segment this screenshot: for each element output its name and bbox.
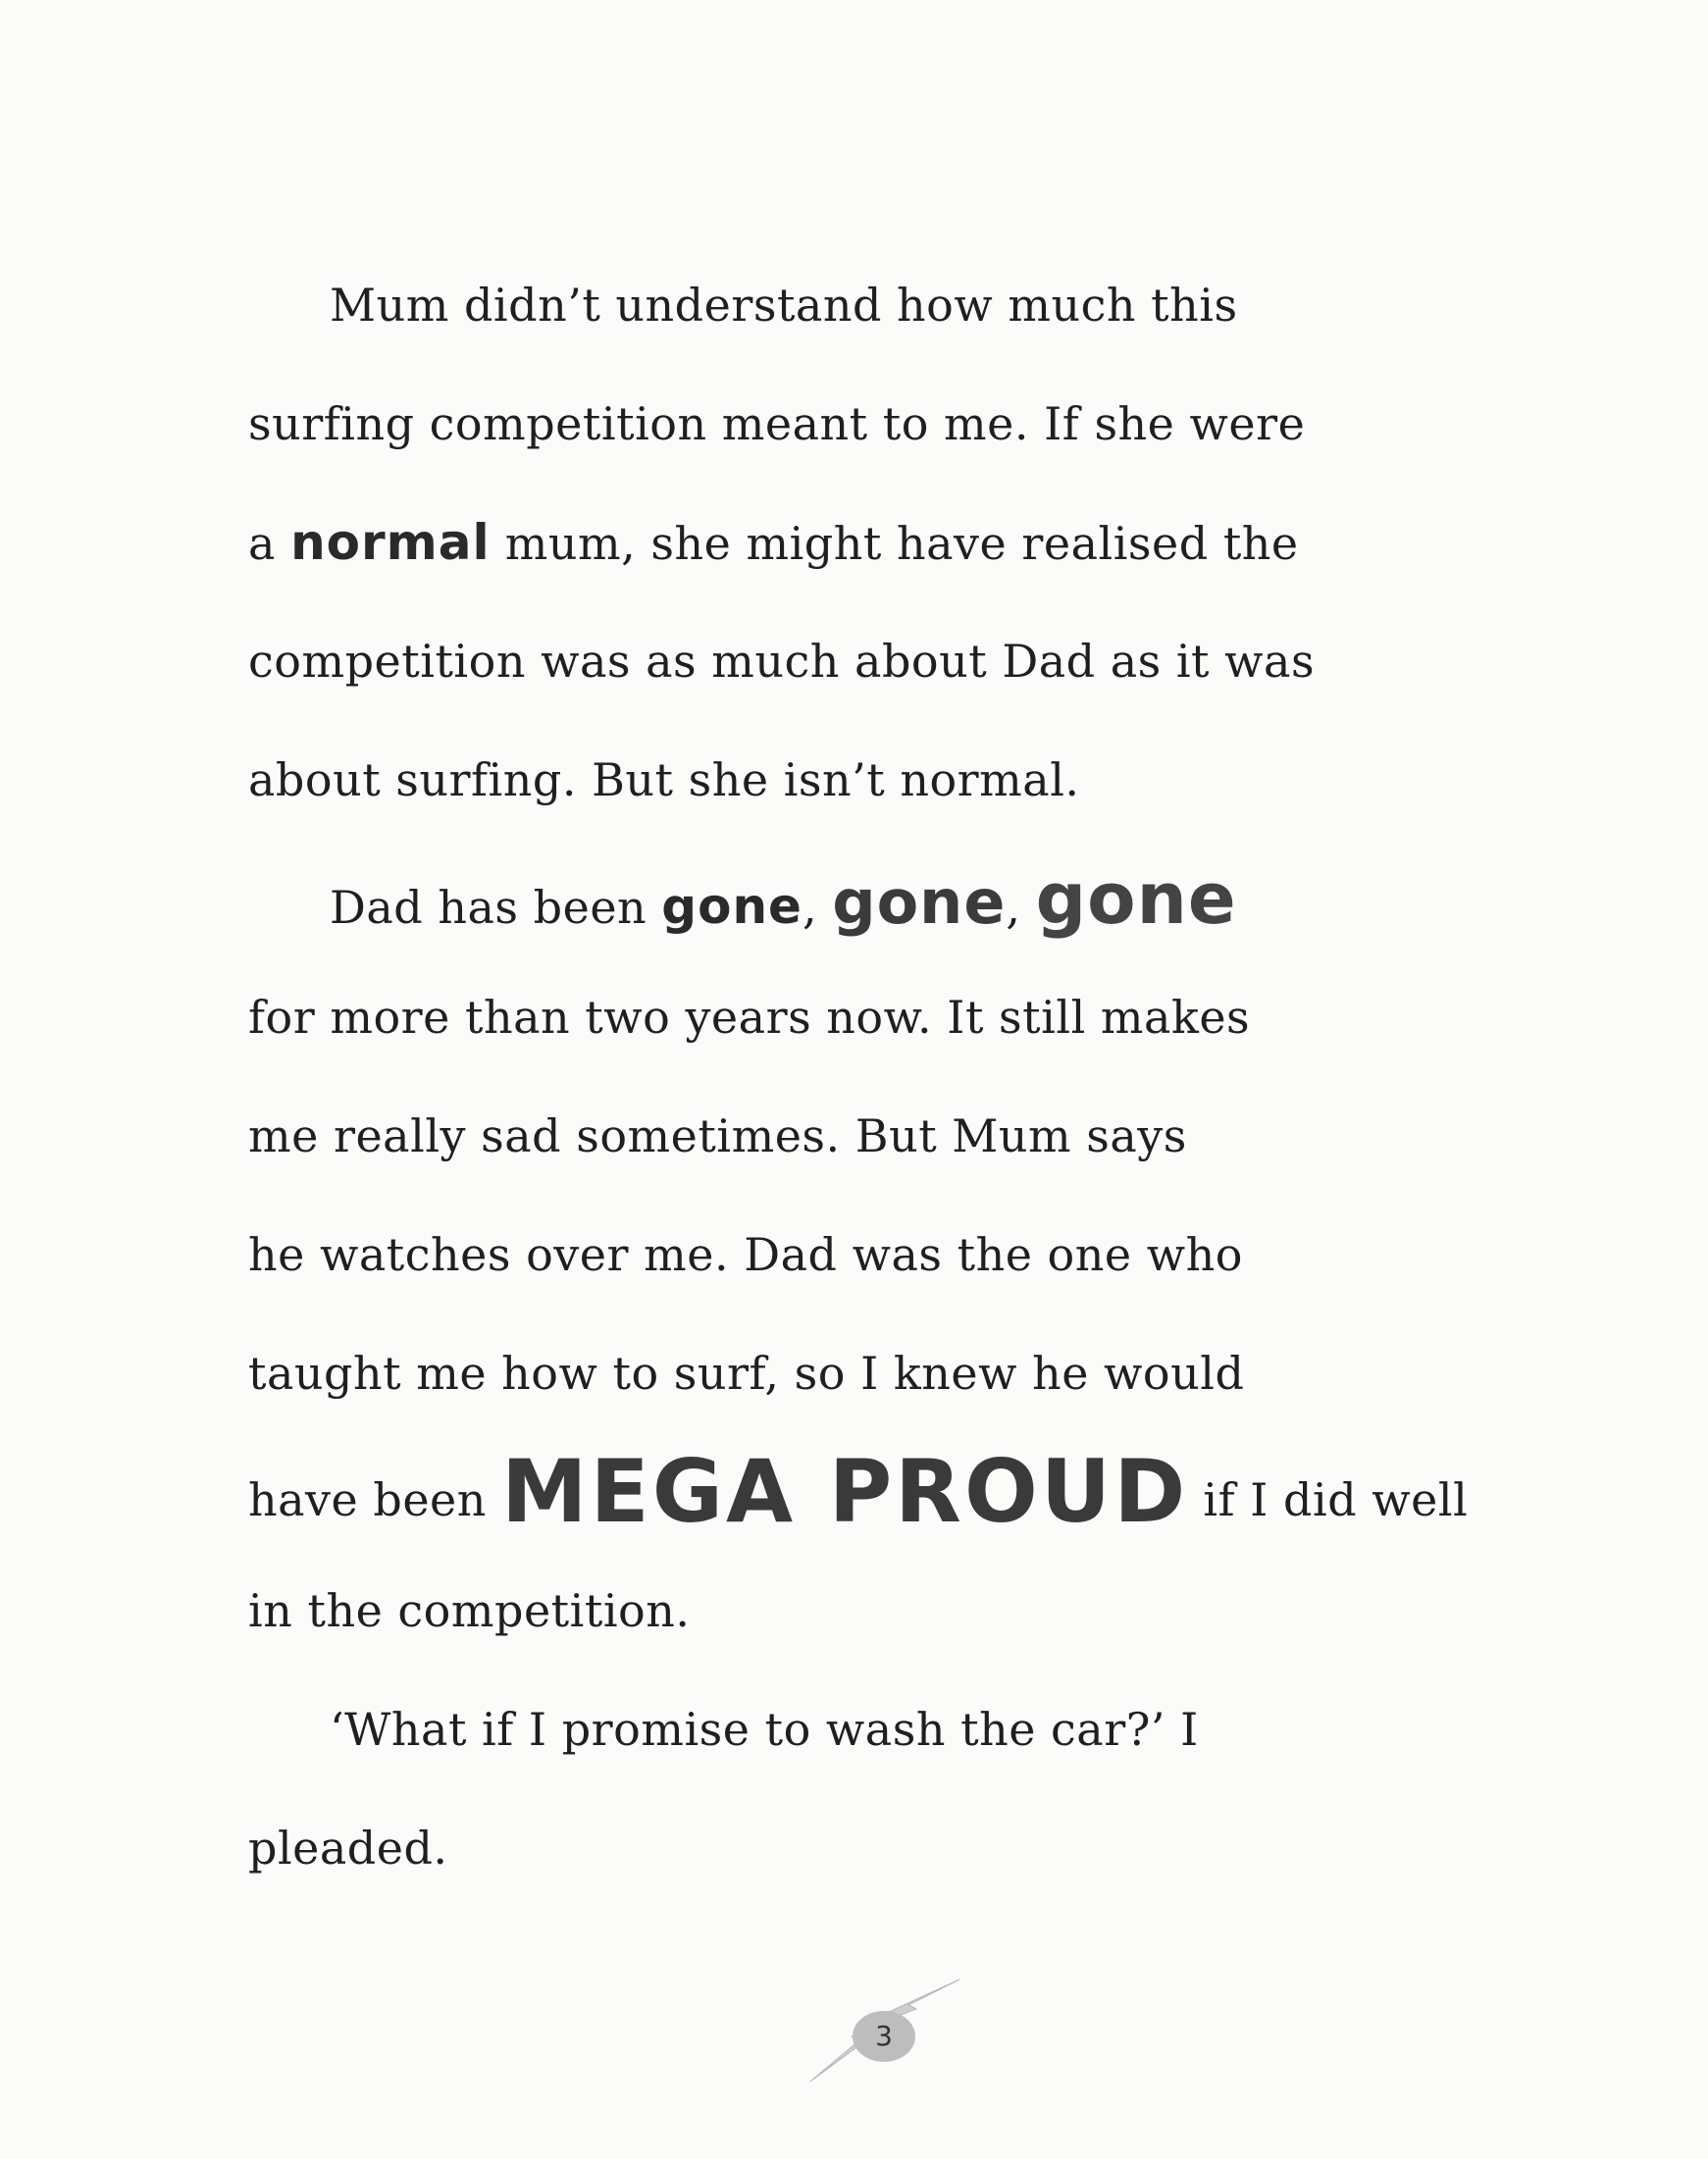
text-line-14: [248, 1814, 448, 1882]
text-line-12: [248, 1576, 691, 1645]
text-line-6: Dad has been gone, gone, gone: [330, 857, 1237, 940]
text-line-2: [248, 389, 1305, 458]
text-segment: have been: [248, 1473, 487, 1526]
text-segment: for more than two years now. It still makes: [248, 991, 1251, 1044]
text-line-1: [330, 271, 1238, 339]
text-segment: surfing competition meant to me. If she were: [248, 397, 1306, 450]
emphasis-mega-proud: MEGA PROUD: [501, 1441, 1189, 1542]
emphasis-gone-medium: gone: [832, 866, 1007, 938]
text-segment: Dad has been: [330, 881, 647, 934]
text-line-4: [248, 627, 1315, 695]
emphasis-gone-large: gone: [1035, 857, 1237, 940]
text-line-9: [248, 1220, 1243, 1289]
text-segment: taught me how to surf, so I knew he would: [248, 1347, 1245, 1400]
text-segment: competition was as much about Dad as it was: [248, 635, 1316, 688]
page-number: 3: [875, 2020, 893, 2052]
text-segment: a: [248, 517, 276, 570]
text-segment: he watches over me. Dad was the one who: [248, 1228, 1243, 1281]
text-segment: mum, she might have realised the: [504, 517, 1299, 570]
text-line-7: [248, 983, 1250, 1052]
text-line-10: [248, 1339, 1244, 1408]
emphasis-normal: normal: [290, 514, 491, 571]
text-line-13: [330, 1695, 1199, 1764]
page-number-badge: [791, 1972, 967, 2089]
text-segment: Mum didn’t understand how much this: [330, 279, 1238, 332]
text-segment: pleaded.: [248, 1822, 448, 1875]
text-segment: ‘What if I promise to wash the car?’ I: [330, 1703, 1199, 1756]
text-segment: about surfing. But she isn’t normal.: [248, 753, 1080, 806]
text-line-11: [248, 1441, 1469, 1542]
text-segment: in the competition.: [248, 1584, 691, 1637]
text-line-3: [248, 508, 1299, 577]
emphasis-gone-small: gone: [661, 878, 802, 935]
text-line-5: [248, 745, 1080, 814]
text-segment: if I did well: [1203, 1473, 1469, 1526]
text-line-8: [248, 1102, 1187, 1170]
text-segment: me really sad sometimes. But Mum says: [248, 1109, 1187, 1162]
